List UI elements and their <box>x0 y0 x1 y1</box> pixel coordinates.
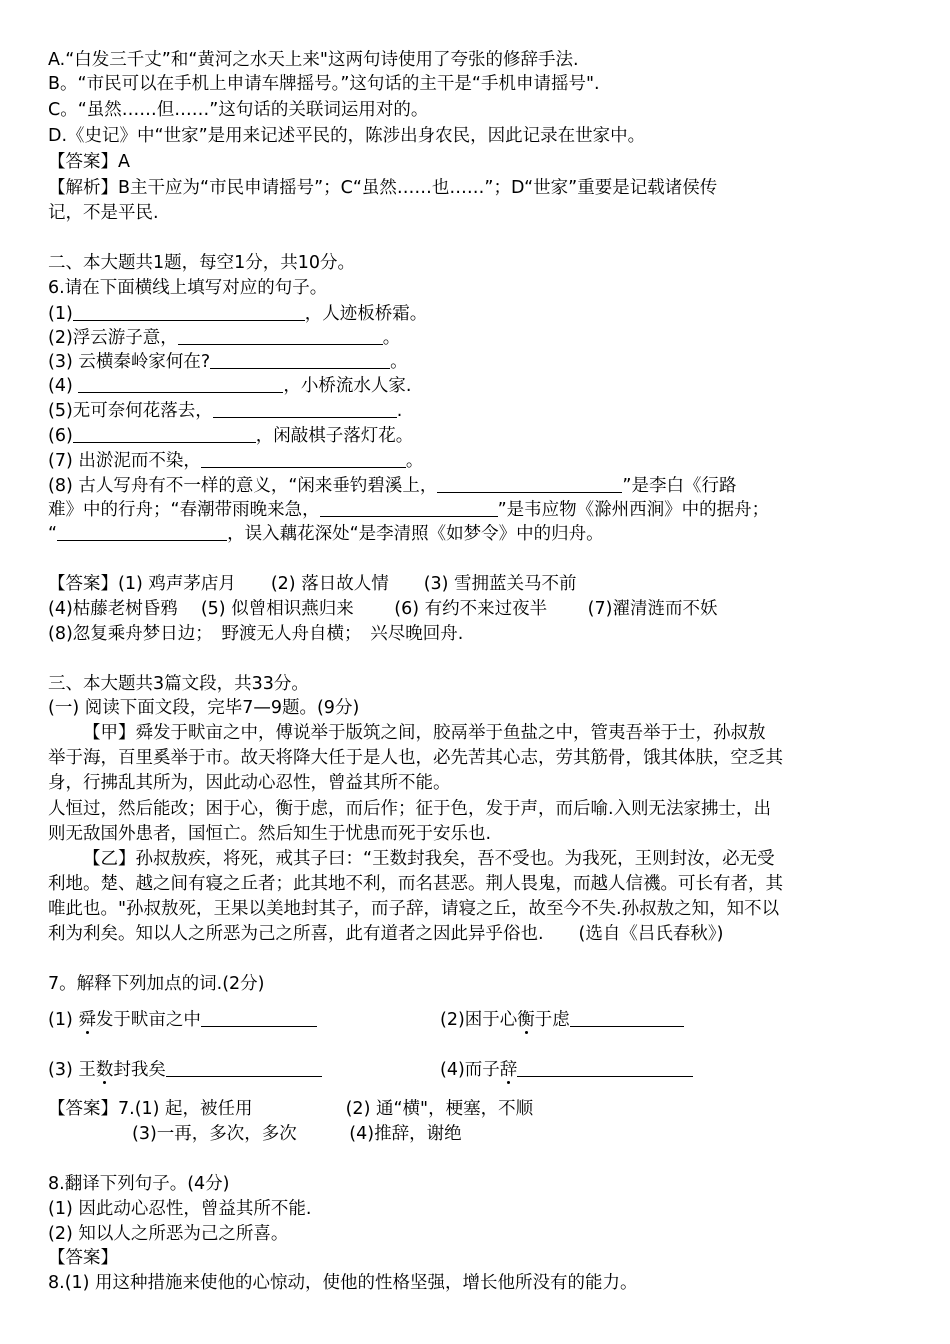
q6-item-8-line-3: “ ，误入藕花深处“是李清照《如梦令》中的归舟。 <box>48 524 604 544</box>
q7-item-3: (3) 王数封我矣 <box>48 1058 428 1082</box>
q6-blank-8b[interactable] <box>320 500 498 517</box>
q8-answer-label: 【答案】 <box>48 1248 118 1268</box>
passage-jia-line-4: 人恒过，然后能改；困于心，衡于虑，而后作；征于色，发于声，而后喻.入则无法家拂士，出 <box>48 799 772 819</box>
passage-jia-line-3: 身，行拂乱其所为，因此动心忍性，曾益其所不能。 <box>48 773 451 793</box>
q6-answer-line-3: (8)忽复乘舟梦日边； 野渡无人舟自横； 兴尽晚回舟. <box>48 624 464 644</box>
passage-yi-line-2: 利地。楚、越之间有寝之丘者；此其地不利，而名甚恶。荆人畏鬼，而越人信禨。可长有者，其 <box>48 874 783 894</box>
q6-blank-2[interactable] <box>178 328 383 345</box>
passage-jia-line-5: 则无敌国外患者，国恒亡。然后知生于忧患而死于安乐也. <box>48 824 492 844</box>
q7-answer-line-1: 【答案】7.(1) 起，被任用 (2) 通“横"，梗塞，不顺 <box>48 1099 534 1119</box>
q7-title: 7。解释下列加点的词.(2分) <box>48 974 265 994</box>
q8-title: 8.翻译下列句子。(4分) <box>48 1174 230 1194</box>
q6-item-5: (5)无可奈何花落去， . <box>48 401 403 421</box>
passage-jia-line-1: 【甲】舜发于畎亩之中，傅说举于版筑之间，胶鬲举于鱼盐之中，管夷吾举于士，孙叔敖 <box>83 723 766 743</box>
q7-item-4: (4)而子辞 <box>440 1058 840 1082</box>
section-2-heading: 二、本大题共1题，每空1分，共10分。 <box>48 253 356 273</box>
q6-item-7: (7) 出淤泥而不染， 。 <box>48 451 424 471</box>
q6-item-6: (6) ，闲敲棋子落灯花。 <box>48 426 414 446</box>
q6-item-3: (3) 云横秦岭家何在? 。 <box>48 352 408 372</box>
q7-dotted-word-4: 辞 <box>499 1060 518 1080</box>
passage-yi-line-3: 唯此也。"孙叔敖死，王果以美地封其子，而子辞，请寝之丘，故至今不失.孙叔敖之知，知不以 <box>48 899 780 919</box>
q6-blank-1[interactable] <box>73 304 305 321</box>
q5-answer: 【答案】A <box>48 152 130 172</box>
q7-answer-line-2: (3)一再，多次，多次 (4)推辞，谢绝 <box>132 1124 462 1144</box>
q6-item-4: (4) ，小桥流水人家. <box>48 376 412 396</box>
q6-item-1: (1) ，人迹板桥霜。 <box>48 304 428 324</box>
section-3-heading: 三、本大题共3篇文段，共33分。 <box>48 674 309 694</box>
q6-item-8-line-2: 难》中的行舟；“春潮带雨晚来急， ”是韦应物《滁州西涧》中的据舟； <box>48 500 770 520</box>
q5-option-c: C。“虽然……但……”这句话的关联词运用对的。 <box>48 100 429 120</box>
q6-blank-8c[interactable] <box>57 524 227 541</box>
q6-blank-6[interactable] <box>73 426 256 443</box>
q8-sentence-2: (2) 知以人之所恶为己之所喜。 <box>48 1224 289 1244</box>
q5-option-d: D.《史记》中“世家”是用来记述平民的，陈涉出身农民，因此记录在世家中。 <box>48 126 646 146</box>
q6-blank-7[interactable] <box>201 451 406 468</box>
q6-answer-line-1: 【答案】(1) 鸡声茅店月 (2) 落日故人情 (3) 雪拥蓝关马不前 <box>48 574 577 594</box>
passage-yi-line-4: 利为利矣。知以人之所恶为己之所喜，此有道者之因此异乎俗也. (选自《吕氏春秋》) <box>48 924 724 944</box>
q8-sentence-1: (1) 因此动心忍性，曾益其所不能. <box>48 1199 312 1219</box>
passage-yi-line-1: 【乙】孙叔敖疾，将死，戒其子曰：“王数封我矣，吾不受也。为我死，王则封汝，必无受 <box>83 849 775 869</box>
q7-dotted-word-1: 舜 <box>78 1010 96 1030</box>
passage-jia-line-2: 举于海，百里奚举于市。故天将降大任于是人也，必先苦其心志，劳其筋骨，饿其体肤，空乏其 <box>48 748 783 768</box>
q7-item-2: (2)困于心衡于虑 <box>440 1008 840 1032</box>
q5-analysis-line-1: 【解析】B主干应为“市民申请摇号”；C“虽然……也……”；D“世家”重要是记载诸侯传 <box>48 178 718 198</box>
q5-option-b: B。“市民可以在手机上申请车牌摇号。”这句话的主干是“手机申请摇号". <box>48 74 600 94</box>
q6-answer-line-2: (4)枯藤老树昏鸦 (5) 似曾相识燕归来 (6) 有约不来过夜半 (7)濯清涟而不妖 <box>48 599 718 619</box>
q5-analysis-line-2: 记，不是平民. <box>48 203 159 223</box>
q5-option-a: A.“白发三千丈”和“黄河之水天上来"这两句诗使用了夸张的修辞手法. <box>48 50 579 70</box>
q7-blank-1[interactable] <box>201 1010 317 1027</box>
q6-title: 6.请在下面横线上填写对应的句子。 <box>48 278 328 298</box>
q6-item-2: (2)浮云游子意， 。 <box>48 328 401 348</box>
q6-blank-4[interactable] <box>78 376 283 393</box>
q7-item-1: (1) 舜发于畎亩之中 <box>48 1008 428 1032</box>
q6-blank-8a[interactable] <box>437 476 622 493</box>
q7-blank-4[interactable] <box>517 1060 693 1077</box>
q7-blank-2[interactable] <box>570 1010 684 1027</box>
q7-blank-3[interactable] <box>166 1060 322 1077</box>
q7-dotted-word-3: 数 <box>95 1060 114 1080</box>
section-3-part-1: (一) 阅读下面文段，完毕7—9题。(9分) <box>48 698 360 718</box>
q6-item-8-line-1: (8) 古人写舟有不一样的意义，“闲来垂钓碧溪上， ”是李白《行路 <box>48 476 737 496</box>
q8-answer-1: 8.(1) 用这种措施来使他的心惊动，使他的性格坚强，增长他所没有的能力。 <box>48 1273 638 1293</box>
q6-blank-3[interactable] <box>210 352 390 369</box>
q6-blank-5[interactable] <box>213 401 397 418</box>
q7-dotted-word-2: 衡 <box>517 1010 535 1030</box>
